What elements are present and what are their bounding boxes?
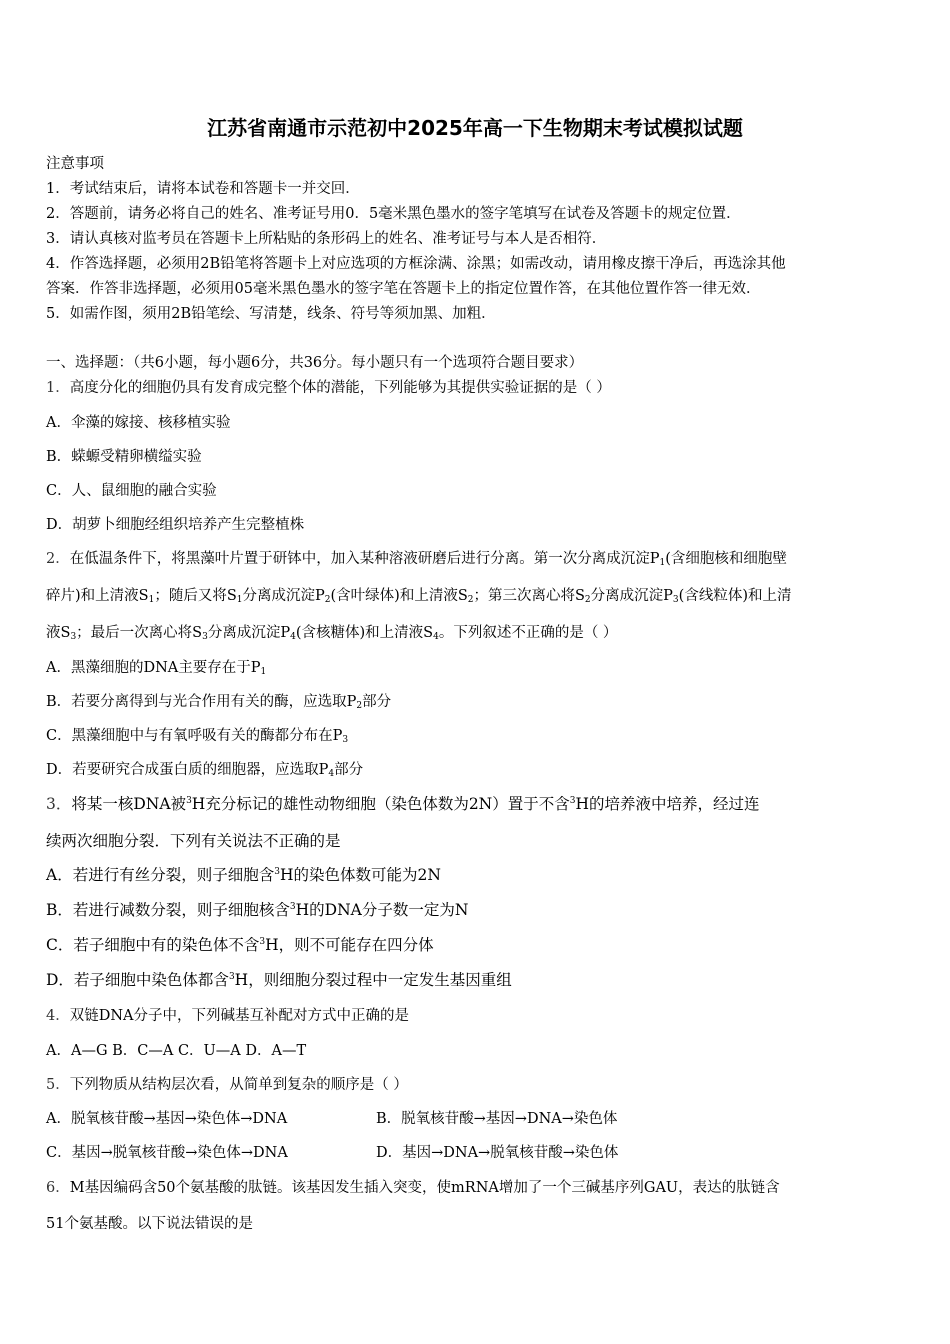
text: H的DNA分子数一定为N [295,901,469,919]
question-4 [46,1004,910,1025]
notice-item-2: 2．答题前，请务必将自己的姓名、准考证号用0．5毫米黑色墨水的签字笔填写在试卷及答题卡的规定位置． [46,206,741,222]
superscript: 3 [274,867,280,877]
q1-option-b: B．蝾螈受精卵横缢实验 [46,449,202,465]
text: H，则不可能存在四分体 [265,936,434,954]
subscript: 2 [324,595,331,605]
text: H的培养液中培养，经过连 [575,795,760,813]
superscript: 3 [186,796,192,806]
question-6-line-2: 51个氨基酸。以下说法错误的是 [46,1216,253,1232]
question-1 [46,376,910,397]
text: 在低温条件下，将黑藻叶片置于研钵中，加入某种溶液研磨后进行分离。第一次分离成沉淀P [69,551,660,567]
q4-options: A．A—G B．C—A C．U—A D．A—T [46,1043,307,1059]
text: 分离成沉淀P [242,588,325,604]
notice-item-4-cont: 答案．作答非选择题，必须用05毫米黑色墨水的签字笔在答题卡上的指定位置作答，在其他位置作答一律无效． [46,281,761,297]
question-number: 2． [46,551,70,567]
subscript: 1 [148,595,155,605]
text: 将某一核DNA被 [71,795,187,813]
question-number: 6． [46,1180,70,1196]
text: H的染色体数可能为2N [279,866,441,884]
text: 部分 [362,694,392,710]
superscript: 3 [228,972,235,982]
q5-option-d: D．基因→DNA→脱氧核苷酸→染色体 [376,1145,619,1161]
exam-title: 江苏省南通市示范初中2025年高一下生物期末考试模拟试题 [207,116,743,140]
text: 液S [46,625,71,641]
notice-item-4: 4．作答选择题，必须用2B铅笔将答题卡上对应选项的方框涂满、涂黑；如需改动，请用橡皮擦干净后，再选涂其他 [46,256,786,272]
q5-options-row-2 [46,1141,910,1162]
q3-option-a [46,863,910,885]
notice-item-3: 3．请认真核对监考员在答题卡上所粘贴的条形码上的姓名、准考证号与本人是否相符． [46,231,607,247]
notice-heading: 注意事项 [46,156,104,172]
text: D．若要研究合成蛋白质的细胞器，应选取P [46,762,329,778]
q3-option-d [46,968,910,990]
superscript: 3 [259,937,266,947]
question-stem: 下列物质从结构层次看，从简单到复杂的顺序是（ ） [69,1077,408,1093]
text: B．若进行减数分裂，则子细胞核含 [46,901,290,919]
q3-option-b [46,898,910,920]
text: (含核糖体)和上清液S [295,625,434,641]
subscript: 1 [236,595,243,605]
q5-option-a: A．脱氧核苷酸→基因→染色体→DNA [46,1111,288,1127]
text: H，则细胞分裂过程中一定发生基因重组 [234,971,512,989]
question-number: 1． [46,380,70,396]
question-5 [46,1073,910,1094]
subscript: 3 [672,595,679,605]
question-6-line-1 [46,1176,910,1197]
q2-option-a [46,656,910,677]
text: ；随后又将S [154,588,237,604]
text: 。下列叙述不正确的是（ ） [438,625,618,641]
subscript: 4 [328,769,335,779]
q2-option-d [46,758,910,779]
subscript: 3 [70,632,77,642]
q1-option-c: C．人、鼠细胞的融合实验 [46,483,217,499]
question-stem: 双链DNA分子中，下列碱基互补配对方式中正确的是 [69,1008,410,1024]
question-number: 4． [46,1008,70,1024]
q5-options-row-1 [46,1107,910,1128]
text: ；第三次离心将S [473,588,585,604]
text: 碎片)和上清液S [46,588,149,604]
text: 部分 [334,762,364,778]
q1-option-a: A．伞藻的嫁接、核移植实验 [46,415,231,431]
subscript: 4 [433,632,439,642]
text: D．若子细胞中染色体都含 [46,971,229,989]
q2-option-c [46,724,910,745]
text: 分离成沉淀P [590,588,673,604]
section-heading: 一、选择题：（共6小题，每小题6分，共36分。每小题只有一个选项符合题目要求） [46,355,584,371]
text: (含叶绿体)和上清液S [330,588,468,604]
notice-item-1: 1．考试结束后，请将本试卷和答题卡一并交回． [46,181,360,197]
text: (含线粒体)和上清 [678,588,792,604]
superscript: 3 [569,796,576,806]
subscript: 1 [260,667,267,677]
notice-item-5: 5．如需作图，须用2B铅笔绘、写清楚，线条、符号等须加黑、加粗． [46,306,496,322]
question-2-line-1 [46,547,910,568]
text: (含细胞核和细胞壁 [665,551,787,567]
text: C．若子细胞中有的染色体不含 [46,936,260,954]
question-number: 3． [46,795,72,813]
subscript: 2 [467,595,474,605]
subscript: 3 [202,632,208,642]
q5-option-b: B．脱氧核苷酸→基因→DNA→染色体 [376,1111,618,1127]
text: ；最后一次离心将S [76,625,203,641]
q3-option-c [46,933,910,955]
q2-option-b [46,690,910,711]
text: A．若进行有丝分裂，则子细胞含 [46,866,275,884]
question-2-line-3 [46,621,910,642]
q1-option-d: D．胡萝卜细胞经组织培养产生完整植株 [46,517,305,533]
text: B．若要分离得到与光合作用有关的酶，应选取P [46,694,357,710]
question-stem: 高度分化的细胞仍具有发育成完整个体的潜能，下列能够为其提供实验证据的是（ ） [69,380,611,396]
subscript: 4 [290,632,296,642]
text: A．黑藻细胞的DNA主要存在于P [46,660,261,676]
text: H充分标记的雄性动物细胞（染色体数为2N）置于不含 [191,795,570,813]
subscript: 1 [659,558,666,568]
subscript: 3 [342,735,349,745]
subscript: 2 [584,595,591,605]
text: M基因编码含50个氨基酸的肽链。该基因发生插入突变，使mRNA增加了一个三碱基序列GAU，表达的肽链含 [69,1180,780,1196]
question-3-line-2: 续两次细胞分裂．下列有关说法不正确的是 [46,832,341,850]
superscript: 3 [289,902,296,912]
subscript: 2 [356,701,363,711]
text: C．黑藻细胞中与有氧呼吸有关的酶都分布在P [46,728,343,744]
question-3-line-1 [46,792,910,814]
text: 分离成沉淀P [207,625,291,641]
question-2-line-2 [46,584,910,605]
question-number: 5． [46,1077,70,1093]
q5-option-c: C．基因→脱氧核苷酸→染色体→DNA [46,1145,288,1161]
